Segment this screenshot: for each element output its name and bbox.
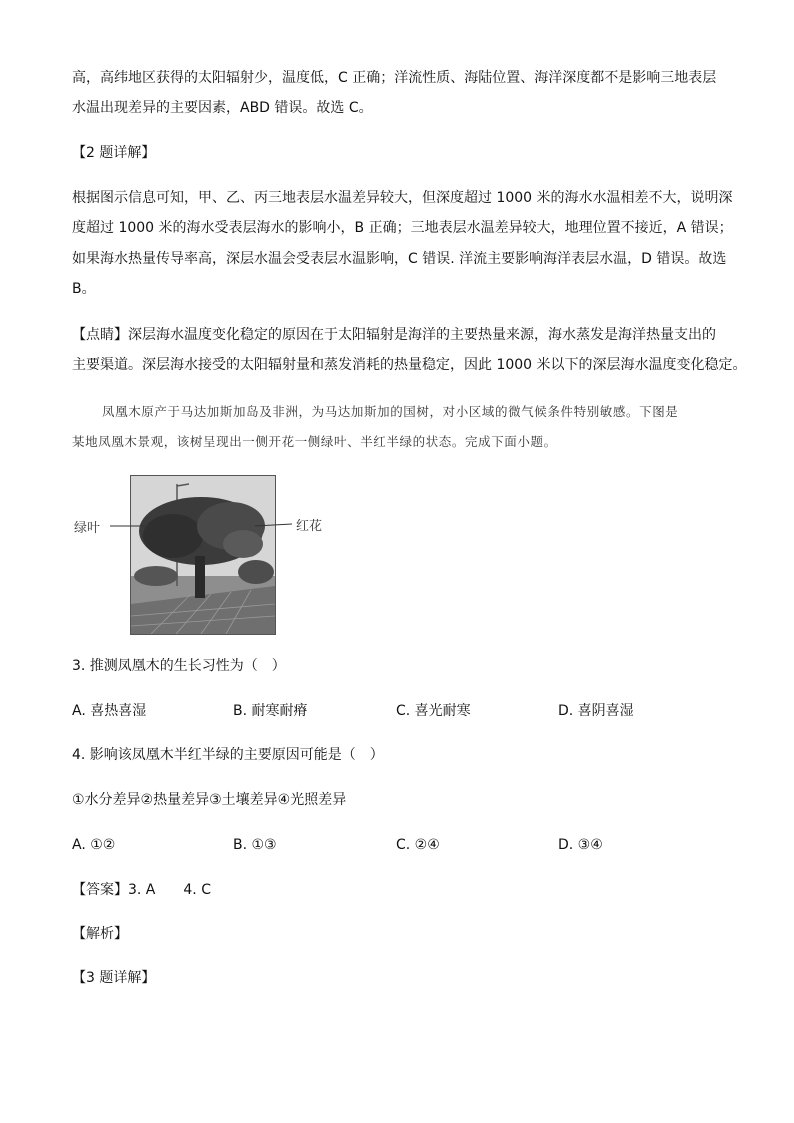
paragraph-line: 主要渠道。深层海水接受的太阳辐射量和蒸发消耗的热量稳定，因此 1000 米以下的深层海水温度变化稳定。 [72, 357, 747, 373]
q3-option-d: D. 喜阴喜湿 [558, 703, 634, 719]
section-heading: 【2 题详解】 [72, 145, 156, 161]
answer-line: 【答案】3. A 4. C [72, 882, 211, 898]
analysis-heading: 【解析】 [72, 926, 128, 942]
q4-option-c: C. ②④ [396, 837, 440, 853]
q3-option-a: A. 喜热喜湿 [72, 703, 147, 719]
q4-option-b: B. ①③ [233, 837, 277, 853]
paragraph-line: 高，高纬地区获得的太阳辐射少，温度低，C 正确；洋流性质、海陆位置、海洋深度都不是影响三地表层 [72, 70, 717, 86]
figure-label-left: 绿叶 [74, 521, 101, 536]
scanned-text-line: 某地凤凰木景观，该树呈现出一侧开花一侧绿叶、半红半绿的状态。完成下面小题。 [72, 434, 557, 449]
paragraph-line: 根据图示信息可知，甲、乙、丙三地表层水温差异较大，但深度超过 1000 米的海水水温相差不大，说明深 [72, 190, 733, 206]
question-3-stem: 3. 推测凤凰木的生长习性为（ ） [72, 658, 286, 674]
q3-option-b: B. 耐寒耐瘠 [233, 703, 308, 719]
q3-option-c: C. 喜光耐寒 [396, 703, 471, 719]
paragraph-line: 度超过 1000 米的海水受表层海水的影响小，B 正确；三地表层水温差异较大，地理位置不接近，A 错误； [72, 220, 733, 236]
paragraph-line: 如果海水热量传导率高，深层水温会受表层水温影响，C 错误. 洋流主要影响海洋表层水温，D 错误。故选 [72, 251, 727, 267]
figure-label-right: 红花 [296, 519, 323, 534]
question-4-stem: 4. 影响该凤凰木半红半绿的主要原因可能是（ ） [72, 747, 384, 763]
q4-option-d: D. ③④ [558, 837, 603, 853]
paragraph-line: B。 [72, 281, 96, 297]
question-4-choices: ①水分差异②热量差异③土壤差异④光照差异 [72, 792, 347, 808]
paragraph-line: 水温出现差异的主要因素，ABD 错误。故选 C。 [72, 100, 373, 116]
q4-option-a: A. ①② [72, 837, 116, 853]
scanned-text-line: 凤凰木原产于马达加斯加岛及非洲，为马达加斯加的国树，对小区域的微气候条件特别敏感。下图是 [102, 404, 679, 419]
paragraph-line: 【点睛】深层海水温度变化稳定的原因在于太阳辐射是海洋的主要热量来源，海水蒸发是海洋热量支出的 [72, 327, 716, 343]
section-heading: 【3 题详解】 [72, 970, 156, 986]
